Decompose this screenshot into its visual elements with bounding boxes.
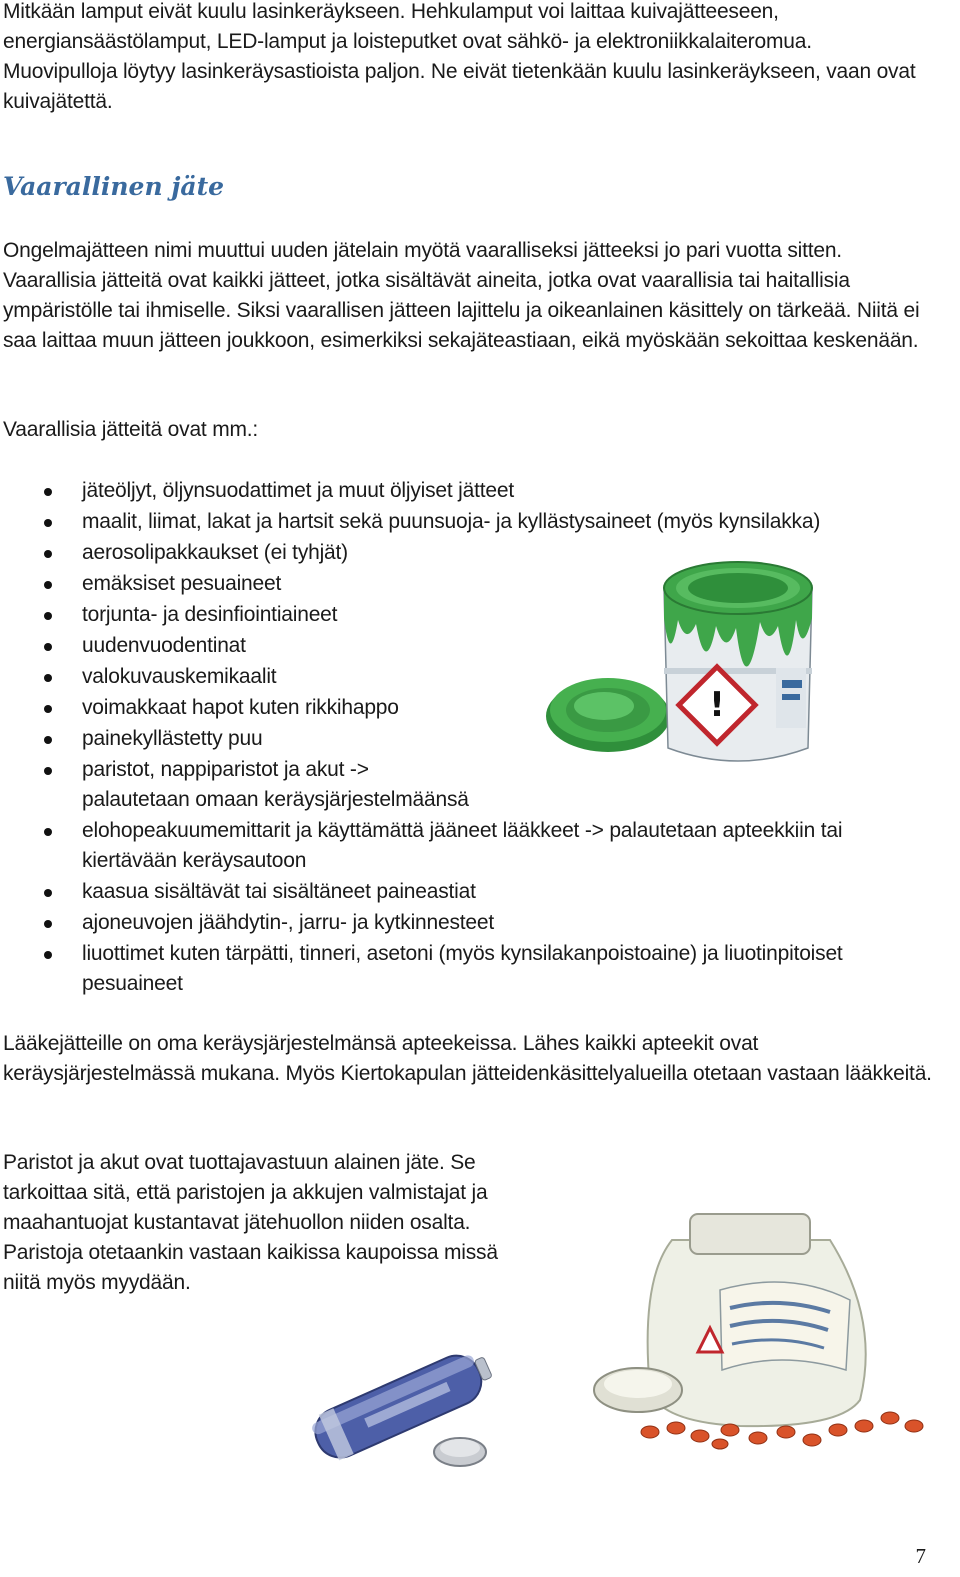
list-item: emäksiset pesuaineet — [0, 569, 900, 599]
list-item: maalit, liimat, lakat ja hartsit sekä puunsuoja- ja kyllästysaineet (myös kynsilakka) — [0, 507, 900, 537]
bullet-icon — [44, 951, 52, 959]
section-heading: Vaarallinen jäte — [3, 172, 225, 201]
battery-illustration — [292, 1330, 512, 1480]
bullet-icon — [44, 488, 52, 496]
bullet-icon — [44, 828, 52, 836]
list-intro: Vaarallisia jätteitä ovat mm.: — [3, 418, 259, 441]
list-item: aerosolipakkaukset (ei tyhjät) — [0, 538, 900, 568]
bullet-icon — [44, 581, 52, 589]
list-item: ajoneuvojen jäähdytin-, jarru- ja kytkinnesteet — [0, 908, 900, 938]
bullet-icon — [44, 550, 52, 558]
bullet-icon — [44, 736, 52, 744]
bullet-icon — [44, 920, 52, 928]
bullet-icon — [44, 643, 52, 651]
hazardous-waste-paragraph: Ongelmajätteen nimi muuttui uuden jätelain myötä vaaralliseksi jätteeksi jo pari vuotta sitten. Vaarallisia jätteitä ovat kaikki jätteet, jotka sisältävät aineita, jotka ovat vaarallisia tai haitallisia ympäristölle tai ihmiselle. Siksi vaarallisen jätteen lajittelu ja oikeanlainen käsittely on tärkeää. Niitä ei saa laittaa muun jätteen joukkoon, esimerkiksi sekajäteastiaan, eikä myöskään sekoittaa keskenään. — [3, 239, 920, 352]
list-item: valokuvauskemikaalit — [0, 662, 900, 692]
list-item: elohopeakuumemittarit ja käyttämättä jääneet lääkkeet -> palautetaan apteekkiin tai kiertävään keräysautoon — [0, 816, 900, 876]
bullet-icon — [44, 612, 52, 620]
bullet-icon — [44, 674, 52, 682]
list-item: voimakkaat hapot kuten rikkihappo — [0, 693, 900, 723]
page-number: 7 — [915, 1544, 926, 1568]
paint-can-illustration — [540, 548, 830, 778]
svg-text:!: ! — [709, 685, 725, 725]
list-item: uudenvuodentinat — [0, 631, 900, 661]
list-item: torjunta- ja desinfiointiaineet — [0, 600, 900, 630]
bullet-icon — [44, 767, 52, 775]
bullet-icon — [44, 705, 52, 713]
battery-paragraph: Paristot ja akut ovat tuottajavastuun alainen jäte. Se tarkoittaa sitä, että paristojen ja akkujen valmistajat ja maahantuojat kustantavat jätehuollon niiden osalta. Paristoja otetaankin vastaan kaikissa kaupoissa missä niitä myös myydään. — [3, 1151, 498, 1294]
bullet-icon — [44, 889, 52, 897]
list-item: paristot, nappiparistot ja akut -> palautetaan omaan keräysjärjestelmäänsä — [0, 755, 900, 815]
list-item: liuottimet kuten tärpätti, tinneri, asetoni (myös kynsilakanpoistoaine) ja liuotinpitoiset pesuaineet — [0, 939, 900, 999]
medicine-waste-paragraph: Lääkejätteille on oma keräysjärjestelmänsä apteekeissa. Lähes kaikki apteekit ovat keräysjärjestelmässä mukana. Myös Kiertokapulan jätteidenkäsittelyalueilla otetaan vastaan lääkkeitä. — [3, 1032, 932, 1085]
list-item: kaasua sisältävät tai sisältäneet paineastiat — [0, 877, 900, 907]
bullet-icon — [44, 519, 52, 527]
pill-jar-illustration — [580, 1200, 940, 1450]
list-item: painekyllästetty puu — [0, 724, 900, 754]
intro-paragraph: Mitkään lamput eivät kuulu lasinkeräykseen. Hehkulamput voi laittaa kuivajätteeseen, energiansäästölamput, LED-lamput ja loisteputket ovat sähkö- ja elektroniikkalaiteromua. Muovipulloja löytyy lasinkeräysastioista paljon. Ne eivät tietenkään kuulu lasinkeräykseen, vaan ovat kuivajätettä. — [3, 0, 916, 113]
list-item: jäteöljyt, öljynsuodattimet ja muut öljyiset jätteet — [0, 476, 900, 506]
